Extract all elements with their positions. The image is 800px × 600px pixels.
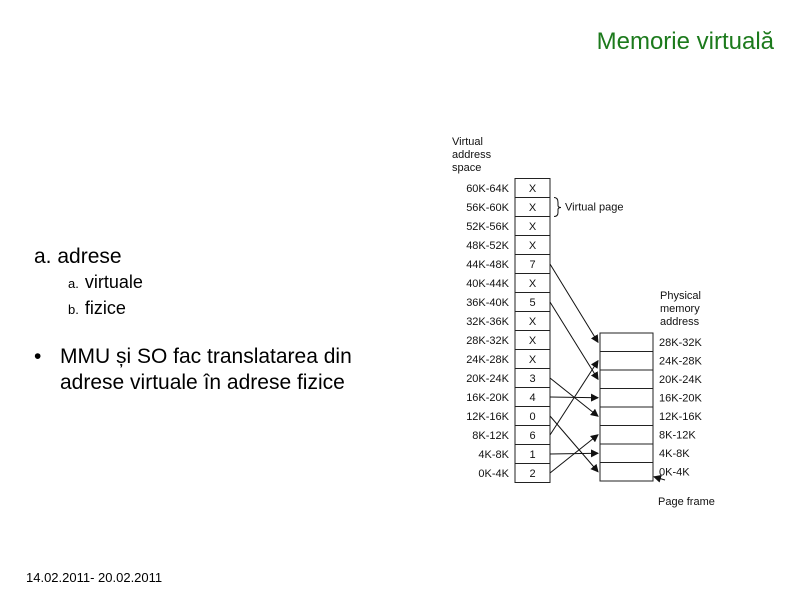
mapping-arrows (550, 264, 598, 473)
list-marker: a. (34, 245, 52, 268)
physical-memory-header (660, 290, 701, 328)
physical-range-label: 12K-16K (659, 411, 702, 423)
virtual-range-label: 8K-12K (472, 430, 509, 442)
page-entry: 5 (529, 297, 536, 309)
page-entry: X (528, 335, 537, 347)
slide-content (34, 244, 414, 396)
brace-icon (554, 198, 561, 217)
page-frame-cell (600, 389, 653, 408)
physical-header-line: address (660, 316, 700, 328)
page-frame-cell (600, 352, 653, 371)
bullet-text: MMU și SO fac translatarea din adrese virtuale în adrese fizice (60, 345, 352, 394)
page-entry: 1 (529, 449, 536, 461)
slide-title: Memorie virtuală (596, 28, 774, 55)
virtual-header-line: address (452, 149, 492, 161)
virtual-range-label: 32K-36K (466, 316, 509, 328)
page-entry: X (528, 202, 537, 214)
virtual-range-label: 4K-8K (478, 449, 509, 461)
physical-memory-table (600, 333, 653, 481)
physical-header-line: memory (660, 303, 700, 315)
page-entry: 4 (529, 392, 536, 404)
page-entry: 6 (529, 430, 536, 442)
virtual-page-label: Virtual page (565, 201, 624, 214)
mapping-arrow (550, 264, 598, 342)
physical-range-label: 16K-20K (659, 392, 702, 405)
physical-range-label: 0K-4K (659, 466, 690, 479)
virtual-range-label: 60K-64K (466, 183, 509, 195)
page-entry: X (528, 240, 537, 252)
page-frame-cell (600, 370, 653, 389)
page-entry: 3 (529, 373, 536, 385)
sublist-marker: a. (68, 276, 79, 291)
page-entry: 2 (529, 468, 536, 480)
page-frame-cell (600, 333, 653, 352)
virtual-range-label: 16K-20K (466, 392, 509, 404)
page-table-diagram (420, 125, 740, 515)
virtual-header-line: Virtual (452, 136, 483, 148)
list-item-adrese (34, 244, 414, 270)
page-entry: X (528, 183, 537, 195)
sublist-item-virtuale (68, 270, 414, 296)
virtual-range-label: 44K-48K (466, 259, 509, 271)
physical-range-label: 24K-28K (659, 355, 702, 368)
page-frame-cell (600, 444, 653, 463)
page-entry: 7 (529, 259, 536, 271)
page-frame-cell (600, 426, 653, 445)
list-item-text: adrese (57, 245, 122, 268)
physical-range-label: 4K-8K (659, 448, 690, 460)
physical-range-labels (659, 337, 702, 479)
physical-range-label: 20K-24K (659, 374, 702, 386)
page-table-svg (420, 125, 740, 515)
mapping-arrow (550, 302, 598, 379)
sublist-item-fizice (68, 296, 414, 322)
physical-header-line: Physical (660, 290, 701, 302)
virtual-address-header (452, 136, 492, 174)
sublist-item-text: virtuale (84, 272, 143, 292)
footer-date: 14.02.2011- 20.02.2011 (26, 570, 163, 585)
virtual-range-label: 0K-4K (478, 468, 509, 480)
page-frame-cell (600, 407, 653, 426)
page-frame-cell (600, 463, 653, 482)
virtual-header-line: space (452, 162, 482, 174)
virtual-range-labels (466, 183, 509, 480)
virtual-range-label: 52K-56K (466, 221, 509, 233)
virtual-range-label: 24K-28K (466, 354, 509, 366)
physical-range-label: 8K-12K (659, 429, 696, 442)
sublist-marker: b. (68, 302, 79, 317)
sublist-item-text: fizice (84, 298, 126, 318)
page-entry: X (528, 278, 537, 290)
virtual-range-label: 36K-40K (466, 297, 509, 309)
page-table (515, 179, 550, 483)
virtual-range-label: 40K-44K (466, 278, 509, 290)
page-entry: X (528, 316, 537, 328)
page-frame-label: Page frame (658, 496, 715, 508)
bullet-symbol: • (34, 345, 42, 368)
virtual-range-label: 48K-52K (466, 240, 509, 252)
physical-range-label: 28K-32K (659, 337, 702, 349)
bullet-item (34, 344, 414, 396)
virtual-range-label: 20K-24K (466, 373, 509, 385)
page-entry: X (528, 221, 537, 233)
virtual-range-label: 28K-32K (466, 335, 509, 347)
page-entry: 0 (529, 411, 536, 423)
page-entry: X (528, 354, 537, 366)
virtual-range-label: 56K-60K (466, 202, 509, 214)
virtual-range-label: 12K-16K (466, 411, 509, 423)
